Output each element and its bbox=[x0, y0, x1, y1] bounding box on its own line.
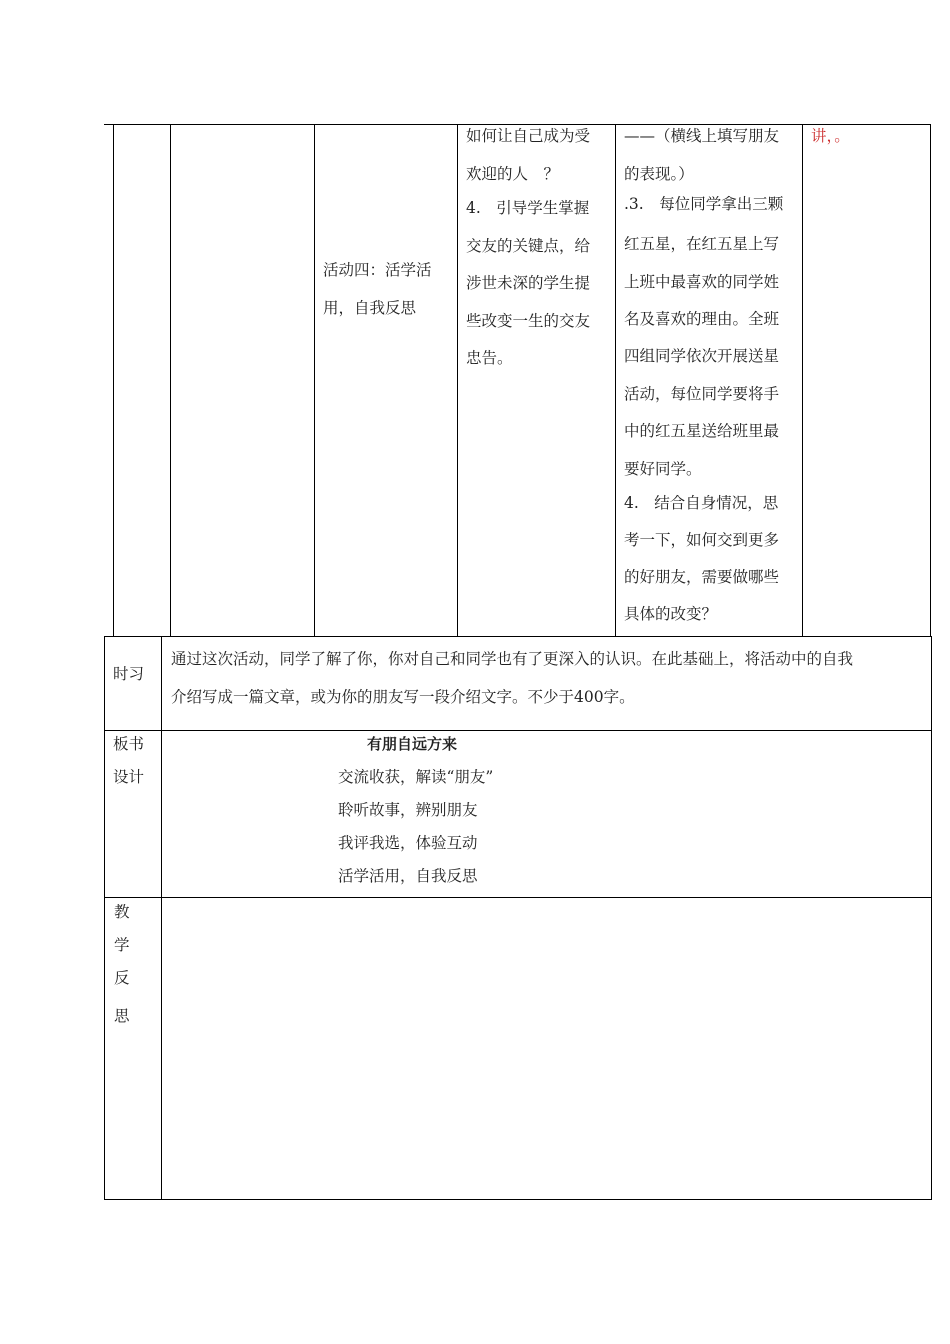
homework-label: 时习 bbox=[113, 665, 145, 683]
table-border bbox=[104, 636, 932, 637]
student-text: 四组同学依次开展送星 bbox=[624, 347, 780, 365]
student-text: 要好同学。 bbox=[624, 460, 702, 478]
table-border bbox=[930, 124, 931, 637]
teacher-text: 如何让自己成为受 bbox=[466, 127, 591, 145]
reflection-label: 思 bbox=[114, 1007, 130, 1025]
board-item: 聆听故事，辨别朋友 bbox=[338, 801, 478, 819]
note-text: 讲，。 bbox=[811, 127, 850, 145]
student-text: 的表现。） bbox=[624, 164, 694, 183]
teacher-text: 欢迎的人 ？ bbox=[466, 164, 560, 183]
student-text: 活动，每位同学要将手 bbox=[624, 385, 780, 403]
table-border bbox=[104, 636, 105, 1200]
teacher-text: 交友的关键点，给 bbox=[466, 236, 591, 255]
board-item: 活学活用，自我反思 bbox=[338, 867, 478, 885]
table-border bbox=[931, 636, 932, 1200]
teacher-text: 涉世未深的学生提 bbox=[466, 274, 591, 292]
student-text: .3. 每位同学拿出三颗 bbox=[624, 195, 784, 213]
reflection-label: 教 bbox=[114, 903, 130, 921]
board-item: 我评我选，体验互动 bbox=[338, 834, 478, 852]
homework-text: 介绍写成一篇文章，或为你的朋友写一段介绍文字。不少于400字。 bbox=[171, 688, 635, 706]
reflection-label: 反 bbox=[114, 969, 130, 987]
table-border bbox=[161, 636, 162, 1200]
student-text: ——（横线上填写朋友 bbox=[624, 127, 780, 145]
table-border bbox=[104, 897, 932, 898]
activity-text: 用，自我反思 bbox=[323, 298, 417, 317]
student-text: 具体的改变？ bbox=[624, 605, 718, 623]
table-border bbox=[314, 124, 315, 637]
student-text: 红五星，在红五星上写 bbox=[624, 235, 780, 253]
board-label: 设计 bbox=[113, 768, 145, 786]
table-border bbox=[802, 124, 803, 637]
student-text: 考一下，如何交到更多 bbox=[624, 531, 780, 549]
activity-text: 活动四：活学活 bbox=[323, 261, 432, 279]
table-border bbox=[104, 1199, 932, 1200]
board-label: 板书 bbox=[113, 735, 145, 753]
table-border bbox=[113, 124, 114, 637]
table-border bbox=[615, 124, 616, 637]
board-title: 有朋自远方来 bbox=[367, 735, 458, 753]
student-text: 名及喜欢的理由。全班 bbox=[624, 310, 780, 328]
student-text: 4. 结合自身情况，思 bbox=[624, 494, 779, 512]
table-border bbox=[457, 124, 458, 637]
student-text: 的好朋友，需要做哪些 bbox=[624, 568, 780, 586]
student-text: 上班中最喜欢的同学姓 bbox=[624, 273, 780, 291]
reflection-label: 学 bbox=[114, 936, 130, 954]
teacher-text: 些改变一生的交友 bbox=[466, 311, 591, 330]
teacher-text: 忠告。 bbox=[466, 349, 513, 367]
board-item: 交流收获，解读“朋友” bbox=[338, 768, 494, 786]
student-text: 中的红五星送给班里最 bbox=[624, 422, 780, 440]
homework-text: 通过这次活动，同学了解了你，你对自己和同学也有了更深入的认识。在此基础上，将活动中的自我 bbox=[171, 650, 854, 668]
teacher-text: 4. 引导学生掌握 bbox=[466, 199, 590, 217]
table-border bbox=[104, 730, 932, 731]
table-border bbox=[170, 124, 171, 637]
